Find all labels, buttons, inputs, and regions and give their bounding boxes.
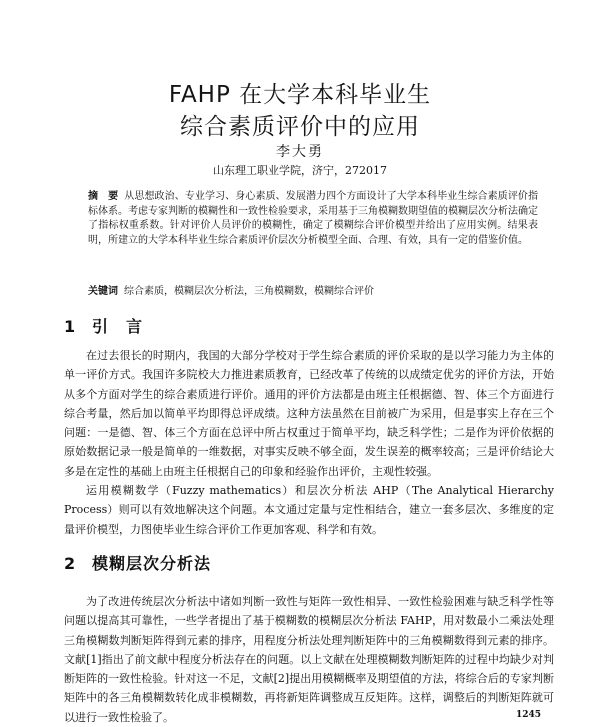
body-paragraph: 在过去很长的时期内，我国的大部分学校对于学生综合素质的评价采取的是以学习能力为主体的单一评价方式。我国许多院校大力推进素质教育，已经改革了传统的以成绩定优劣的评价方法，开始从多个方面对学生的综合素质进行评价。通用的评价方法都是由班主任根据德、智、体三个方面进行综合考量，然后加以简单平均即得总评成绩。这种方法虽然在目前被广为采用，但是事实上存在三个问题：一是德、智、体三个方面在总评中所占权重过于简单平均，缺乏科学性；二是作为评价依据的原始数据记录一般是简单的一维数据，对事实反映不够全面，发生误差的概率较高；三是评价结论大多是在定性的基础上由班主任根据自己的印象和经验作出评价，主观性较强。 (64, 349, 554, 478)
abstract-block (88, 190, 538, 248)
section-body-fahp (64, 592, 554, 727)
keywords-block (88, 285, 538, 299)
paper-title-line-1: FAHP 在大学本科毕业生 (168, 82, 432, 108)
abstract-label: 摘 要 (88, 191, 119, 202)
body-paragraph: 为了改进传统层次分析法中诸如判断一致性与矩阵一致性相异、一致性检验困难与缺乏科学性等问题以提高其可靠性，一些学者提出了基于模糊数的模糊层次分析法 FAHP，用对数最小二乘法处理三角模糊数判断矩阵得到元素的排序，用程度分析法处理判断矩阵中的三角模糊数得到元素的排序。文献[1]指出了前文献中程度分析法存在的问题。以上文献在处理模糊数判断矩阵的过程中均缺少对判断矩阵的一致性检验。针对这一不足，文献[2]提出用模糊概率及期望值的方法，将综合后的专家判断矩阵中的各三角模糊数转化成非模糊数，再将新矩阵调整成互反矩阵。这样，调整后的判断矩阵就可以进行一致性检验了。 (64, 595, 554, 724)
keywords-label: 关键词 (88, 286, 118, 297)
section-title: 模糊层次分析法 (92, 554, 212, 573)
paper-title-line-2: 综合素质评价中的应用 (180, 114, 420, 140)
section-heading-introduction (64, 314, 143, 337)
abstract-text: 从思想政治、专业学习、身心素质、发展潜力四个方面设计了大学本科毕业生综合素质评价指标体系。考虑专家判断的模糊性和一致性检验要求，采用基于三角模糊数期望值的模糊层次分析法确定了指标权重系数。针对评价人员评价的模糊性，确定了模糊综合评价模型并给出了应用实例。结果表明，所建立的大学本科毕业生综合素质评价层次分析模型全面、合理、有效，具有一定的借鉴价值。 (88, 191, 539, 246)
page-number: 1245 (516, 710, 542, 720)
author-name: 李大勇 (276, 144, 324, 160)
section-body-introduction (64, 346, 554, 539)
author-affiliation: 山东理工职业学院，济宁，272017 (213, 164, 387, 177)
section-title: 引 言 (92, 317, 144, 336)
section-heading-fahp (64, 551, 211, 574)
body-paragraph: 运用模糊数学（Fuzzy mathematics）和层次分析法 AHP（The Analytical Hierarchy Process）则可以有效地解决这个问题。本文通过定量与定性相结合，建立一套多层次、多维度的定量评价模型，力图使毕业生综合评价工作更加客观、科学和有效。 (64, 484, 554, 536)
keywords-text: 综合素质，模糊层次分析法，三角模糊数，模糊综合评价 (124, 286, 374, 297)
section-number: 1 (64, 317, 77, 336)
section-number: 2 (64, 554, 77, 573)
